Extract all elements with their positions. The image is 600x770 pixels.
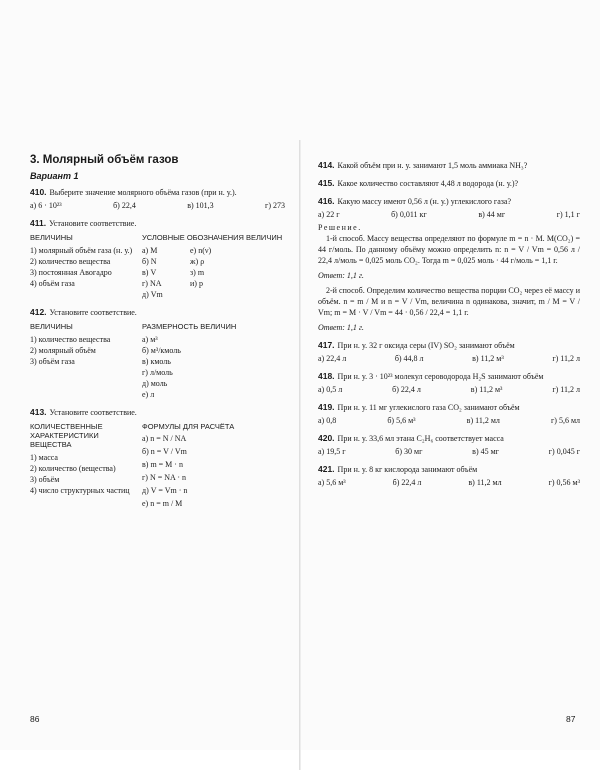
solution-block: [318, 222, 580, 333]
option: в) 11,2 м³: [472, 354, 504, 363]
option: г) 273: [265, 201, 285, 210]
list-item: е) л: [142, 390, 155, 399]
list-item: ж) ρ: [190, 257, 205, 266]
list-item: з) m: [190, 268, 205, 277]
task-419: [318, 402, 580, 426]
list-item: а) м³: [142, 335, 158, 344]
formula: е) n = m / M: [142, 499, 183, 508]
task-410: [30, 187, 285, 211]
option: в) 44 мг: [478, 210, 506, 219]
option: б) 44,8 л: [394, 354, 424, 363]
formula: г) N = NA · n: [142, 473, 187, 482]
option: г) 1,1 г: [556, 210, 580, 219]
column-header: КОЛИЧЕСТВЕННЫЕ ХАРАКТЕРИСТИКИ ВЕЩЕСТВА: [30, 422, 103, 449]
answer-line: Ответ: 1,1 г.: [318, 323, 364, 332]
formula: а) n = N / NA: [142, 434, 187, 443]
task-number: 418.: [318, 371, 335, 381]
task-421: [318, 464, 580, 488]
option: а) 19,5 г: [318, 447, 346, 456]
page-number-left: 86: [30, 714, 40, 724]
answer-options: [318, 446, 580, 457]
option: в) 11,2 м³: [470, 385, 503, 394]
task-text: Установите соответствие.: [49, 408, 137, 417]
solution-label: Решение.: [318, 223, 362, 232]
task-text: Какой объём при н. у. занимают 1,5 моль аммиака NH₃?: [337, 161, 528, 170]
list-item: б) м³/кмоль: [142, 346, 181, 355]
task-413: [30, 407, 285, 511]
list-item: б) N: [142, 257, 157, 266]
list-item: е) n(ν): [190, 246, 212, 255]
list-item: 4) объём газа: [30, 279, 75, 288]
right-column: [318, 160, 580, 495]
list-item: а) M: [142, 246, 158, 255]
list-item: 3) объём: [30, 475, 60, 484]
list-item: 4) число структурных частиц: [30, 486, 130, 495]
matching-table: [30, 233, 285, 300]
list-item: и) p: [190, 279, 203, 288]
task-412: [30, 307, 285, 400]
option: б) 0,011 кг: [391, 210, 427, 219]
list-item: 1) количество вещества: [30, 335, 111, 344]
list-item: 2) количество (вещества): [30, 464, 116, 473]
option: б) 22,4: [113, 201, 136, 210]
option: г) 5,6 мл: [551, 416, 580, 425]
option: г) 11,2 л: [552, 385, 580, 394]
task-418: [318, 371, 580, 395]
option: г) 0,56 м³: [548, 478, 580, 487]
task-number: 410.: [30, 187, 47, 197]
column-header: УСЛОВНЫЕ ОБОЗНАЧЕНИЯ ВЕЛИЧИН: [142, 233, 283, 242]
task-number: 416.: [318, 196, 335, 206]
formula: б) n = V / Vm: [142, 447, 187, 456]
task-text: Установите соответствие.: [49, 219, 137, 228]
formula: д) V = Vm · n: [142, 486, 188, 495]
task-text: Какое количество составляют 4,48 л водорода (н. у.)?: [337, 179, 519, 188]
option: а) 0,5 л: [318, 385, 343, 394]
option: в) 11,2 мл: [468, 478, 502, 487]
left-column: [30, 155, 285, 518]
list-item: 3) объём газа: [30, 357, 75, 366]
task-415: [318, 178, 580, 189]
list-item: 2) количество вещества: [30, 257, 111, 266]
page-number-right: 87: [566, 714, 576, 724]
option: в) 11,2 мл: [466, 416, 500, 425]
list-item: в) V: [142, 268, 157, 277]
task-number: 414.: [318, 160, 335, 170]
task-text: При н. у. 8 кг кислорода занимают объём: [337, 465, 478, 474]
list-item: д) моль: [142, 379, 168, 388]
task-416: [318, 196, 580, 333]
solution-way-1: 1-й способ. Массу вещества определяют по формуле m = n · M. M(CO₂) = 44 г/моль. По данному объёму можно определить n: n = V / Vm = 0,56 л / 22,4 л/моль = 0,025 моль CO₂. Тогда m = 0,025 моль · 44 г/моль = 1,1 г.: [318, 234, 580, 265]
option: б) 30 мг: [395, 447, 423, 456]
symbol-grid: [142, 245, 285, 300]
solution-way-2: 2-й способ. Определим количество вещества порции CO₂ через её массу и объём. n = m / M и n = V / Vm, величина n одинакова, значит, m / M = V / Vm; m = M · V / Vm = 44 · 0,56 / 22,4 = 1,1 г.: [318, 286, 580, 317]
list-item: 2) молярный объём: [30, 346, 96, 355]
answer-options: [318, 353, 580, 364]
option: г) 11,2 л: [552, 354, 580, 363]
list-item: 1) масса: [30, 453, 58, 462]
column-header: ФОРМУЛЫ ДЛЯ РАСЧЁТА: [142, 422, 235, 431]
option: г) 0,045 г: [548, 447, 580, 456]
matching-table: [30, 422, 285, 511]
list-item: в) кмоль: [142, 357, 171, 366]
option: а) 22,4 л: [318, 354, 347, 363]
task-text: При н. у. 11 мг углекислого газа CO₂ занимают объём: [337, 403, 520, 412]
formula: в) m = M · n: [142, 460, 183, 469]
column-header: ВЕЛИЧИНЫ: [30, 322, 73, 331]
answer-options: [318, 384, 580, 395]
list-item: 1) молярный объём газа (н. у.): [30, 246, 133, 255]
option: а) 5,6 м³: [318, 478, 346, 487]
task-number: 421.: [318, 464, 335, 474]
task-text: Выберите значение молярного объёма газов (при н. у.).: [49, 188, 237, 197]
task-number: 415.: [318, 178, 335, 188]
task-number: 412.: [30, 307, 47, 317]
option: а) 6 · 10²³: [30, 201, 62, 210]
task-411: [30, 218, 285, 300]
task-text: Какую массу имеют 0,56 л (н. у.) углекислого газа?: [337, 197, 511, 206]
list-item: 3) постоянная Авогадро: [30, 268, 112, 277]
task-number: 411.: [30, 218, 47, 228]
task-420: [318, 433, 580, 457]
list-item: г) NA: [142, 279, 162, 288]
answer-options: [318, 209, 580, 220]
task-text: При н. у. 33,6 мл этана C₂H₆ соответствует масса: [337, 434, 504, 443]
answer-options: [318, 415, 580, 426]
option: в) 45 мг: [472, 447, 499, 456]
list-item: г) л/моль: [142, 368, 173, 377]
task-text: При н. у. 3 · 10²³ молекул сероводорода H₂S занимают объём: [337, 372, 544, 381]
option: а) 22 г: [318, 210, 340, 219]
book-gutter: [299, 140, 301, 770]
option: б) 5,6 м³: [387, 416, 416, 425]
option: в) 101,3: [187, 201, 214, 210]
task-number: 413.: [30, 407, 47, 417]
task-number: 419.: [318, 402, 335, 412]
task-417: [318, 340, 580, 364]
variant-heading: Вариант 1: [30, 171, 79, 181]
option: а) 0,8: [318, 416, 337, 425]
list-item: д) Vm: [142, 290, 163, 299]
answer-line: Ответ: 1,1 г.: [318, 271, 364, 280]
task-text: Установите соответствие.: [49, 308, 137, 317]
section-title: 3. Молярный объём газов: [30, 154, 179, 166]
task-414: [318, 160, 580, 171]
task-number: 420.: [318, 433, 335, 443]
column-header: РАЗМЕРНОСТЬ ВЕЛИЧИН: [142, 322, 237, 331]
option: б) 22,4 л: [392, 478, 422, 487]
matching-table: [30, 322, 285, 400]
task-text: При н. у. 32 г оксида серы (IV) SO₂ занимают объём: [337, 341, 515, 350]
option: б) 22,4 л: [392, 385, 421, 394]
task-number: 417.: [318, 340, 335, 350]
answer-options: [318, 477, 580, 488]
column-header: ВЕЛИЧИНЫ: [30, 233, 73, 242]
answer-options: [30, 200, 285, 211]
